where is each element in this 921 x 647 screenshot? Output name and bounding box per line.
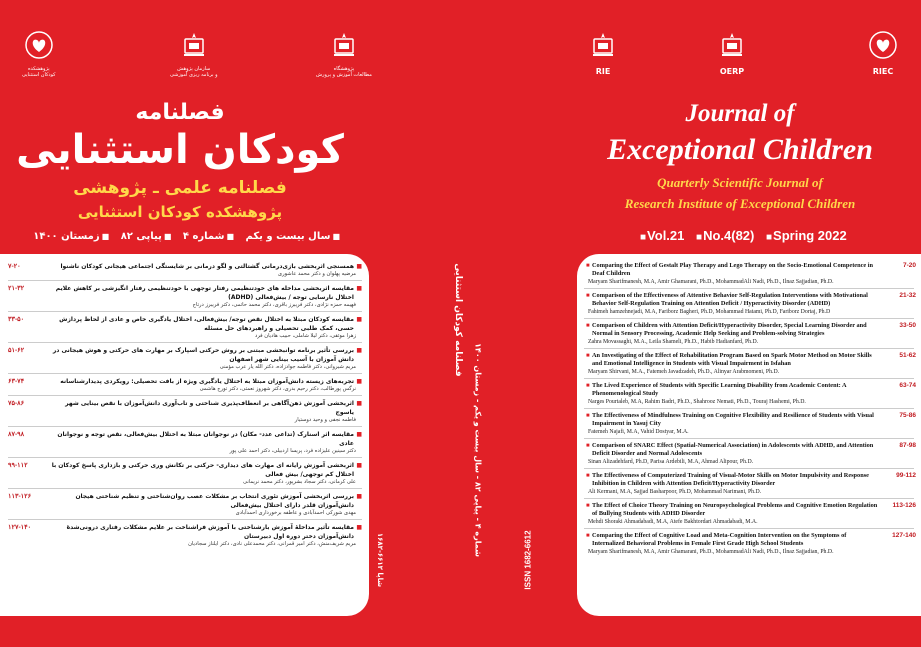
article-title: ■ مقایسه تأثیر مداخلهٔ آموزش بارشناختی با آموزش فراشناخت بر علایم مشکلات رفتاری درونی‌شدهٔ دانش‌آموزان دختر دوره اول دبیرستان [8,523,362,541]
fa-title-line1: فصلنامه [135,100,225,125]
divider [8,280,362,281]
heart-logo-riec [868,30,898,76]
article-entry [8,284,362,312]
article-pages: ۱۱۳-۱۲۶ [8,493,32,500]
fa-number: ■ شماره ۴ [183,231,234,242]
en-volume: ■ Vol.21 [640,228,684,243]
article-pages: 99-112 [896,472,916,479]
article-title: ■ The Effect of Choice Theory Training on Neuropsychological Problems and Cognitive Emotion Regulation of Bullying Students with ADHD Disorder [584,502,914,518]
article-title: ■ Comparison of the Effectiveness of Attentive Behavior Self-Regulation Interventions with Motivational Behavior Self-Regulation Training on Attention Deficit / Hyperactivity Disorder (ADHD) [584,292,914,308]
spine-fa-issn: شاپا ۶۶۱۲-۱۶۸۲ [376,532,384,588]
en-issue-info [640,228,855,243]
article-authors: فاطمه نجفی و وحید دوستیار [294,417,356,423]
heart-logo-icon [24,30,54,60]
emblem-icon [717,30,747,60]
divider [8,457,362,458]
article-authors: نرگس پورطالب، دکتر رحیم بدری، دکتر شهروز نعمتی، دکتر تورج هاشمی [199,386,356,392]
emblem-logo-research-org [170,30,218,78]
article-authors: Sinan Alizadehfard, Ph.D, Parisa Ardebili, M.A, Ahmad Alipour, Ph.D. [588,459,754,465]
article-title: ■ مقایسه اثر اسنارک (تداعی عدد- مکان) در نوجوانان مبتلا به اختلال بیش‌فعالی، نقص توجه و نوجوانان عادی [8,430,362,448]
article-authors: Maryam Shirvani, M.A., Fatemeh Javadzadeh, Ph.D., Alinyar Arabmomeni, Ph.D. [588,369,780,375]
divider [8,342,362,343]
heart-logo-icon [868,30,898,60]
article-entry [584,292,914,319]
divider [8,395,362,396]
logo-caption: RIEC [872,67,894,76]
article-entry [8,399,362,427]
article-pages: ۹۹-۱۱۲ [8,462,28,469]
article-pages: 75-86 [899,412,916,419]
emblem-logo-oerp [717,30,747,76]
divider [584,288,914,289]
divider [8,519,362,520]
divider [584,438,914,439]
divider [584,378,914,379]
emblem-icon [329,30,359,60]
en-number: ■ No.4(82) [696,228,754,243]
article-entry [584,262,914,289]
fa-subtitle-line2: پژوهشکده کودکان استثنایی [77,203,283,221]
fa-date: ■ زمستان ۱۴۰۰ [33,231,109,242]
article-authors: Maryam Sharifmanesh, M.A, Amir Ghamarani, Ph.D., MohammadAli Nadi, Ph.D., Ilnaz Sajjadian, Ph.D. [588,549,834,555]
article-pages: 33-50 [899,322,916,329]
article-authors: Mehdi Shoraki Ahmadabadi, M.A, Atefe Bakhtordari Ahmadabadi, M.A. [588,519,758,525]
article-authors: مریم شیروانی، دکتر فاطمه جوادزاده، دکتر الله یار عرب مؤمنی [219,364,356,370]
spine-issn: ISSN 1682-6612 [523,530,533,590]
article-authors: مهدی شورکی احمدآبادی و عاطفه برخورداری احمدآبادی [235,510,356,516]
article-authors: دکتر سینین علیزاده فرد، پریسا اردبیلی، دکتر احمد علی پور [229,448,356,454]
article-title: ■ An Investigating of the Effect of Rehabilitation Program Based on Spark Motor Method on Motor Skills and Emotional Intelligence in Students with Visual Impairment in Isfahan [584,352,914,368]
article-authors: مریم شریف‌منش، دکتر امیر قمرانی، دکتر محمدعلی نادی، دکتر ایلناز سجادیان [188,541,356,547]
divider [584,318,914,319]
divider [584,468,914,469]
en-title-line2: Exceptional Children [607,133,873,166]
article-pages: 21-32 [899,292,916,299]
article-title: ■ Comparing the Effect of Gestalt Play Therapy and Lego Therapy on the Socio-Emotional Competence in Deaf Children [584,262,914,278]
article-title: ■ مقایسه اثربخشی مداخله های خودتنظیمی رفتار توجهی با خودتنظیمی رفتار انگیزشی بر کاهش علایم اختلال نارسایی توجه / بیش‌فعالی (ADHD) [8,284,362,302]
divider [584,528,914,529]
article-authors: Ali Kermani, M.A, Sajjad Basharpoor, Ph.D, Mohammad Narimani, Ph.D. [588,489,762,495]
article-authors: Narges Pourtaleb, M.A, Rahim Badri, Ph.D., Shahrooz Nemati, Ph.D., Touraj Hashemi, Ph.D. [588,399,806,405]
article-pages: ۳۳-۵۰ [8,316,25,323]
heart-logo [22,30,56,78]
logo-caption: پژوهشکده کودکان استثنایی [22,66,56,78]
spine-fa-issue: شماره ۴ - پیاپی ۸۲ - سال بیست و یکم - زمستان ۱۴۰۰ [473,343,483,557]
en-date: ■ Spring 2022 [766,228,847,243]
article-entry [584,442,914,469]
article-entry [584,322,914,349]
en-title-line1: Journal of [685,100,795,127]
article-title: ■ Comparison of Children with Attention Deficit/Hyperactivity Disorder, Special Learning Disorder and Normal in Sensory Processing, Academic Help Seeking and Problem-solving Strategies [584,322,914,338]
article-entry [584,352,914,379]
article-entry [584,412,914,439]
article-pages: ۸۷-۹۸ [8,431,25,438]
fa-issue-info [33,231,340,242]
logo-caption: RIE [595,67,611,76]
article-title: ■ The Effectiveness of Computerized Training of Visual-Motor Skills on Motor Impulsivity and Response Inhibition in Children with Attention Deficit/Hyperactivity Disorder [584,472,914,488]
divider [584,498,914,499]
emblem-logo-rie [588,30,618,76]
article-entry [8,377,362,396]
article-pages: ۱۲۷-۱۴۰ [8,524,32,531]
divider [8,311,362,312]
article-title: ■ مقایسه کودکان مبتلا به اختلال نقص توجه/ بیش‌فعالی، اختلال یادگیری خاص و عادی از لحاظ پردازش حسی، کمک طلبی تحصیلی و راهبردهای حل مسئله [8,315,362,333]
article-pages: ۲۱-۳۲ [8,285,25,292]
article-authors: زهرا موثقی، دکتر لیلا شاملی، حبیب هادیان فرد [254,333,356,339]
article-pages: ۶۳-۷۴ [8,378,25,385]
emblem-logo-education-institute [316,30,372,78]
article-entry [8,346,362,374]
article-entry [584,532,914,556]
article-title: ■ اثربخشی آموزش ذهن‌آگاهی بر انعطاف‌پذیری شناختی و تاب‌آوری دانش‌آموزان با نقص بینایی شهر یاسوج [8,399,362,417]
logo-caption: OERP [719,67,745,76]
article-entry [584,472,914,499]
article-title: ■ بررسی اثربخشی آموزش تئوری انتخاب بر مشکلات عصب روان‌شناختی و تنظیم شناختی هیجان دانش‌آموزان قلدر دارای اختلال بیش‌فعالی [8,492,362,510]
article-pages: 51-62 [899,352,916,359]
article-authors: Fatemeh Najafi, M.A, Vahid Dostyar, M.A. [588,429,689,435]
article-authors: علی کرمانی، دکتر سجاد بشرپور، دکتر محمد نریمانی [243,479,356,485]
article-authors: مرضیه پهلوان و دکتر محمد عاشوری [278,271,356,277]
en-article-list [584,262,914,556]
article-authors: فهیمه حمزه نژادی، دکتر فریبرز باقری، دکتر محمد حاتمی، دکتر فریبرز درتاج [192,302,356,308]
article-entry [584,502,914,529]
en-subtitle-line2: Research Institute of Exceptional Children [624,196,856,211]
article-entry [8,492,362,520]
logo-caption: پژوهشگاه مطالعات آموزش و پرورش [316,66,372,78]
fa-volume: ■ سال بیست و یکم [246,231,341,242]
fa-title-line2: کودکان استثنایی [16,127,344,173]
article-title: ■ The Effectiveness of Mindfulness Training on Cognitive Flexibility and Resilience of Students with Visual Impairment in Yasuj City [584,412,914,428]
article-entry [8,315,362,343]
article-authors: Fahimeh hamzehnejadi, M.A, Fariborz Bagheri, Ph.D, Mohammad Hatami, Ph.D, Fariborz Dortaj, Ph.D [588,309,831,315]
article-title: ■ اثربخشی آموزش رایانه ای مهارت های دیداری- حرکتی بر تکانش وری حرکتی و بازداری پاسخ کودکان با اختلال کم توجهی/ بیش فعالی [8,461,362,479]
divider [584,408,914,409]
logo-caption: سازمان پژوهش و برنامه ریزی آموزشی [170,66,218,78]
article-title: ■ همسنجی اثربخشی بازی‌درمانی گشتالتی و لگو درمانی بر شایستگی اجتماعی هیجانی کودکان ناشنوا [8,262,362,271]
article-title: ■ Comparison of SNARC Effect (Spatial-Numerical Association) in Adolescents with ADHD, and Attention Deficit Disorder and Normal Adolescents [584,442,914,458]
article-authors: Maryam Sharifmanesh, M.A, Amir Ghamarani, Ph.D., MohammadAli Nadi, Ph.D., Ilnaz Sajjadian, Ph.D. [588,279,834,285]
fa-article-list [8,262,362,548]
article-title: ■ بررسی تأثیر برنامه توانبخشی مبتنی بر روش حرکتی اسپارک بر مهارت های حرکتی و هوش هیجانی در دانش آموزان با آسیب بینایی شهر اصفهان [8,346,362,364]
article-entry [8,430,362,458]
article-authors: Zahra Movassaghi, M.A., Leila Shameli, Ph.D., Habib Hadianfard, Ph.D. [588,339,759,345]
divider [8,488,362,489]
article-pages: 87-98 [899,442,916,449]
article-entry [8,461,362,489]
article-title: ■ تجربه‌های زیسته دانش‌آموزان مبتلا به اختلال یادگیری ویژه از بافت تحصیلی: رویکردی پدیدارشناسانه [8,377,362,386]
article-entry [584,382,914,409]
article-title: ■ The Lived Experience of Students with Specific Learning Disability from Academic Content: A Phenomenological Study [584,382,914,398]
article-pages: ۵۱-۶۲ [8,347,25,354]
article-entry [8,523,362,548]
article-pages: ۷۵-۸۶ [8,400,25,407]
en-subtitle-line1: Quarterly Scientific Journal of [657,175,823,190]
article-title: ■ Comparing the Effect of Cognitive Load and Meta-Cognition Intervention on the Symptoms of Internalized Behavioral Problems in Female First Grade High School Students [584,532,914,548]
article-pages: 63-74 [899,382,916,389]
emblem-icon [179,30,209,60]
fa-sequence: ■ پیاپی ۸۲ [121,231,172,242]
article-entry [8,262,362,281]
fa-subtitle-line1: فصلنامه علمی ـ پژوهشی [73,178,287,198]
divider [584,348,914,349]
divider [8,373,362,374]
article-pages: ۷-۲۰ [8,263,21,270]
article-pages: 7-20 [902,262,916,269]
divider [8,426,362,427]
article-pages: 113-126 [892,502,916,509]
spine-fa-title: فصلنامه کودکان استثنایی [453,263,463,377]
emblem-icon [588,30,618,60]
article-pages: 127-140 [892,532,916,539]
